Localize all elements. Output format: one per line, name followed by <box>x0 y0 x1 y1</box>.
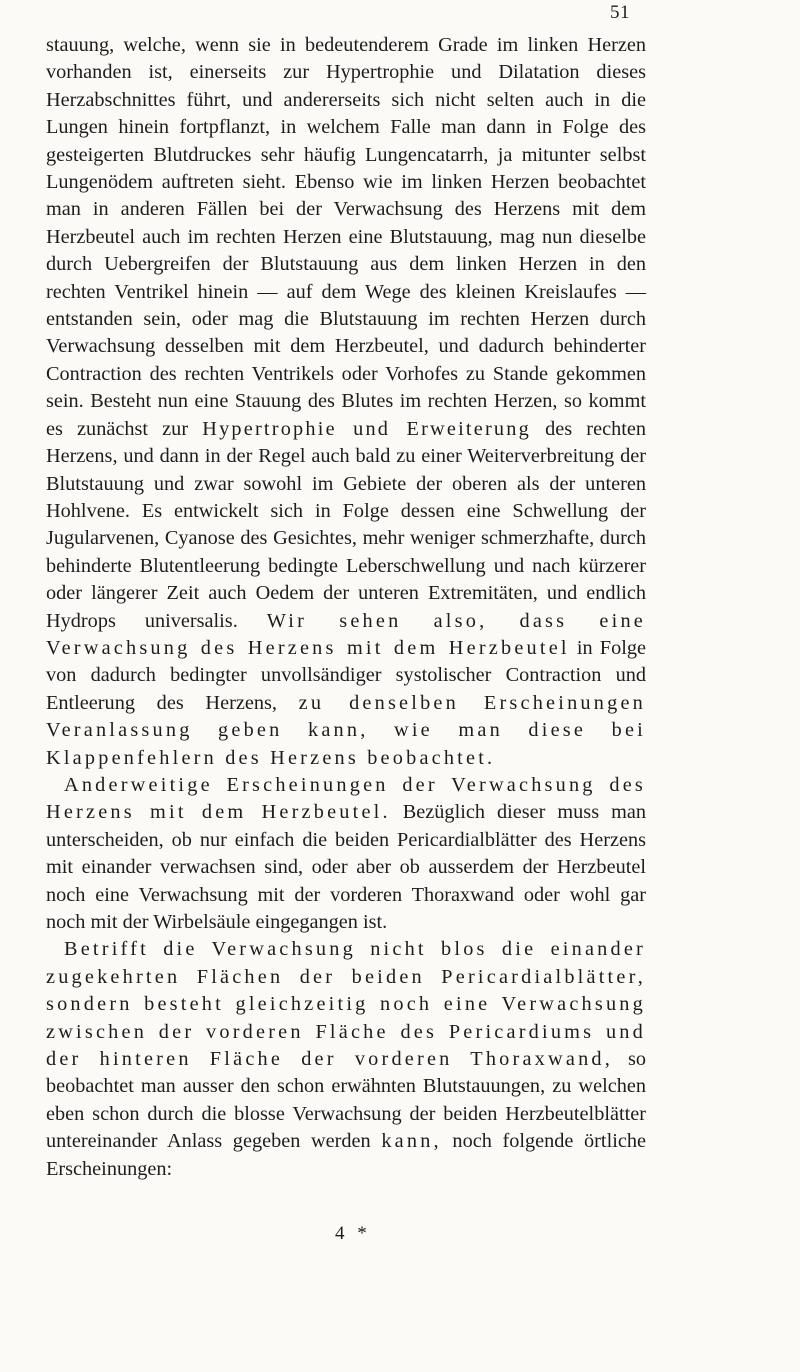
spaced-text-segment: kann, <box>381 1130 442 1153</box>
spaced-text-segment: zu denselben Erscheinungen Veranlassung geben kann, wie man diese bei Klappenfehlern des Herzens beobachtet. <box>46 691 647 769</box>
text-segment: stauung, welche, wenn sie in bedeutenderem Grade im linken Herzen vorhanden ist, einerseits zur Hypertrophie und Dilatation dieses Herzabschnittes führt, und andererseits sich nicht selten auch in die Lungen hinein fortpflanzt, in welchem Falle man dann in Folge des gesteigerten Blutdruckes sehr häufig Lungencatarrh, ja mitunter selbst Lungenödem auftreten sieht. Ebenso wie im linken Herzen beobachtet man in anderen Fällen bei der Verwachsung des Herzens mit dem Herzbeutel auch im rechten Herzen eine Blutstauung, mag nun dieselbe durch Uebergreifen der Blutstauung aus dem linken Herzen in den rechten Ventrikel hinein — auf dem Wege des kleinen Kreislaufes — entstanden sein, oder mag die Blutstauung im rechten Herzen durch Verwachsung desselben mit dem Herzbeutel, und dadurch behinderter Contraction des rechten Ventrikels oder Vorhofes zu Stande gekommen sein. Besteht nun eine Stauung des Blutes im rechten Herzen, so kommt es zunächst zur <box>46 34 646 440</box>
spaced-heading-segment: Anderweitige Erscheinungen der Verwachsung des Herzens mit dem Herzbeutel. <box>46 773 646 824</box>
spaced-text-segment: Betrifft die Verwachsung nicht blos die einander zugekehrten Flächen der beiden Pericardialblätter, sondern besteht gleichzeitig noch eine Verwachsung zwischen der vorderen Fläche des Pericardiums und der hinteren Fläche der vorderen Thoraxwand, <box>46 938 646 1071</box>
text-segment: noch folgende örtliche Erscheinungen: <box>46 1130 646 1180</box>
paragraph-2 <box>46 772 646 936</box>
paragraph-1 <box>46 32 646 772</box>
signature-mark: 4 * <box>335 1223 371 1244</box>
text-segment: des rechten Herzens, und dann in der Regel auch bald zu einer Weiterverbreitung der Blutstauung und zwar sowohl im Gebiete der oberen als der unteren Hohlvene. Es entwickelt sich in Folge dessen eine Schwellung der Jugularvenen, Cyanose des Gesichtes, mehr weniger schmerzhafte, durch behinderte Blutentleerung bedingte Leberschwellung und nach kürzerer oder längerer Zeit auch Oedem der unteren Extremitäten, und endlich Hydrops universalis. <box>46 417 646 632</box>
text-segment: so beobachtet man ausser den schon erwähnten Blutstauungen, zu welchen eben schon durch die blosse Verwachsung der beiden Herzbeutelblätter untereinander Anlass gegeben werden <box>46 1048 646 1153</box>
spaced-text-segment: Hypertrophie und Erweiterung <box>202 417 531 440</box>
spaced-text-segment: Wir sehen also, dass eine Verwachsung des Herzens mit dem Herzbeutel <box>46 609 646 659</box>
paragraph-3 <box>46 936 646 1183</box>
text-segment: Bezüglich dieser muss man unterscheiden, ob nur einfach die beiden Pericardialblätter des Herzens mit einander verwachsen sind, oder aber ob ausserdem der Herzbeutel noch eine Verwachsung mit der vorderen Thoraxwand oder wohl gar noch mit der Wirbelsäule eingegangen ist. <box>46 801 646 933</box>
text-segment: in Folge von dadurch bedingter unvollsändiger systolischer Contraction und Entleerung des Herzens, <box>46 636 646 714</box>
body-text <box>46 32 646 1183</box>
page-number: 51 <box>610 2 630 23</box>
